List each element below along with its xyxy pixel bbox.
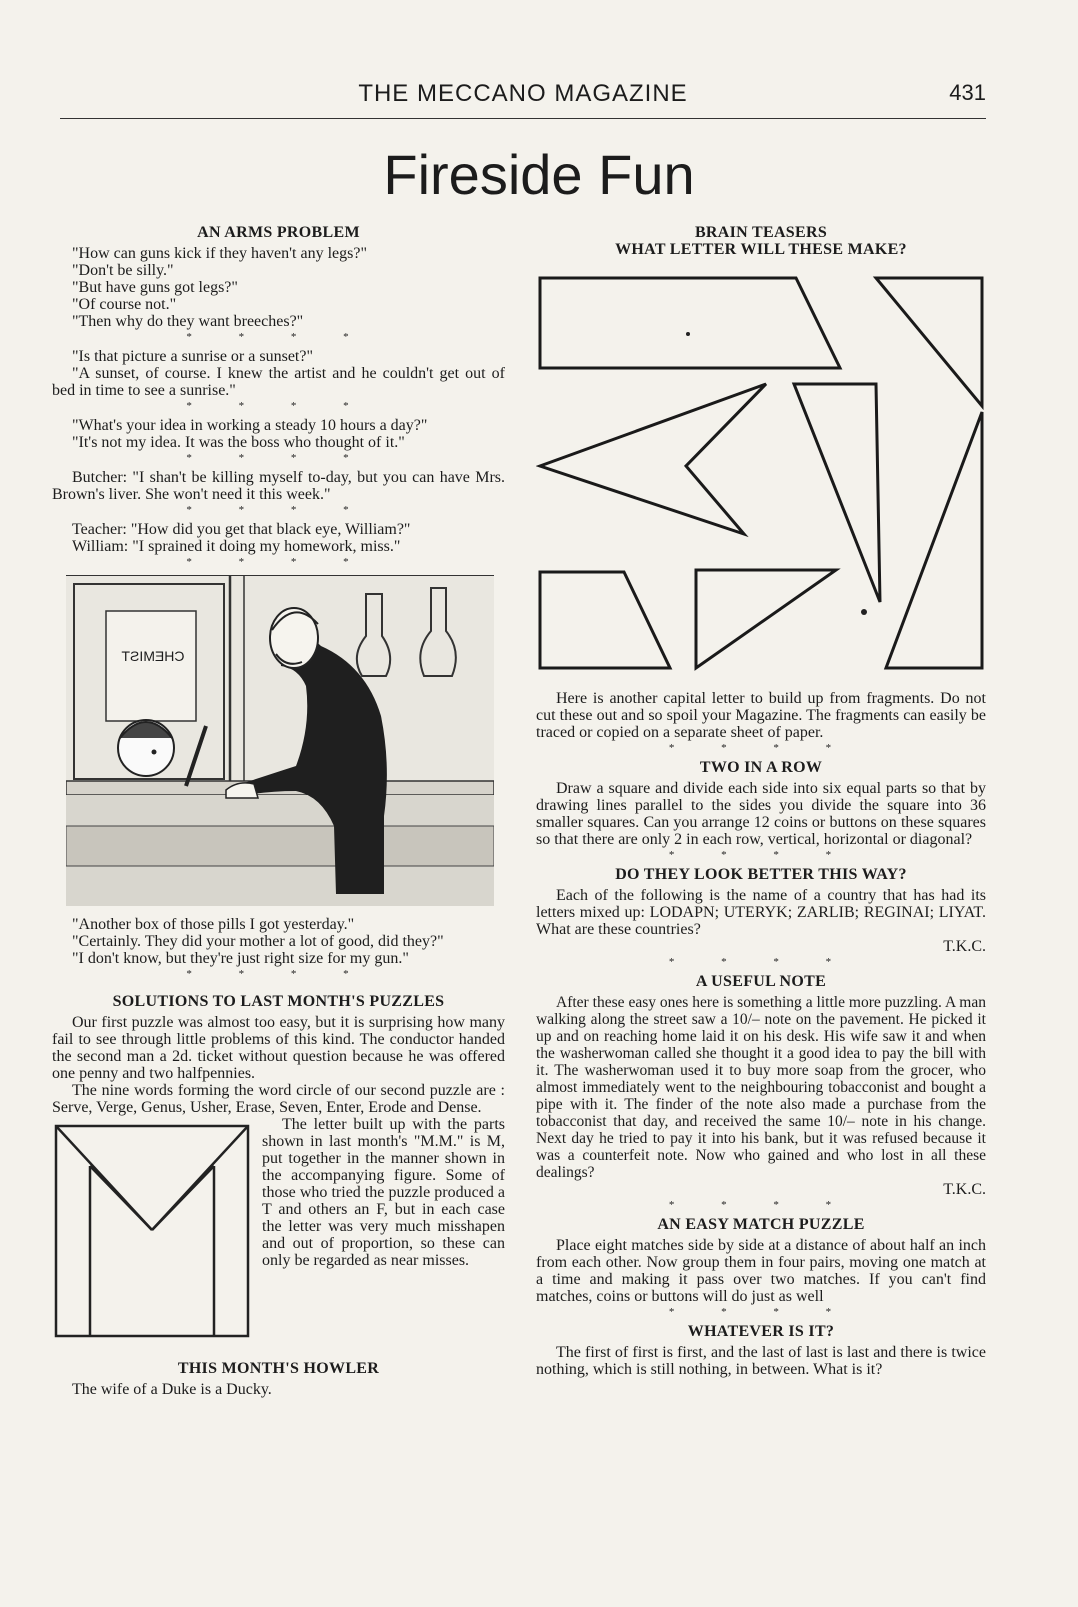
star-divider: * * * * (668, 742, 854, 754)
star-divider: * * * * (186, 452, 371, 464)
whatever-text: The first of first is first, and the last of last is last and there is twice nothing, which is still nothing, in between. What is it? (536, 1344, 986, 1378)
arms-line: "But have guns got legs?" (72, 279, 238, 296)
star-divider: * * * * (186, 968, 371, 980)
letter-m-figure (52, 1122, 252, 1340)
star-divider: * * * * (668, 849, 854, 861)
magazine-name: THE MECCANO MAGAZINE (358, 80, 688, 107)
star-divider: * * * * (668, 1306, 854, 1318)
page-number: 431 (949, 80, 986, 105)
match-puzzle-text: Place eight matches side by side at a distance of about half an inch from each other. Now group them in four pairs, moving one match at a time and making it pass over two matches. If you can't find matches, coins or buttons will do just as well (536, 1237, 986, 1305)
pills-line: "I don't know, but they're just right size for my gun." (72, 950, 409, 967)
better-way-heading: DO THEY LOOK BETTER THIS WAY? (615, 866, 907, 883)
star-divider: * * * * (186, 504, 371, 516)
solutions-para-3: The letter built up with the parts shown in last month's "M.M." is M, put together in the manner shown in the accompanying figure. Some of those who tried the puzzle produced a T and others an F, but in each case the letter was very much misshapen and out of proportion, so these can only be regarded as near misses. (262, 1116, 505, 1269)
pills-line: "Certainly. They did your mother a lot of good, did they?" (72, 933, 444, 950)
star-divider: * * * * (186, 556, 371, 568)
whatever-heading: WHATEVER IS IT? (687, 1323, 835, 1340)
butcher-joke: Butcher: "I shan't be killing myself to-day, but you can have Mrs. Brown's liver. She won't need it this week." (52, 469, 505, 503)
match-puzzle-heading: AN EASY MATCH PUZZLE (657, 1216, 865, 1233)
left-column (52, 224, 505, 1398)
better-way-text: Each of the following is the name of a country that has had its letters mixed up: LODAPN; UTERYK; ZARLIB; REGINAI; LIYAT. What are these countries? (536, 887, 986, 938)
hours-answer: "It's not my idea. It was the boss who thought of it." (72, 434, 405, 451)
arms-line: "How can guns kick if they haven't any legs?" (72, 245, 367, 262)
howler-heading: THIS MONTH'S HOWLER (177, 1360, 380, 1377)
brain-teaser-text: Here is another capital letter to build up from fragments. Do not cut these out and so spoil your Magazine. The fragments can easily be traced or copied on a separate sheet of paper. (536, 690, 986, 741)
arms-line: "Don't be silly." (72, 262, 174, 279)
better-way-signature: T.K.C. (943, 938, 986, 955)
star-divider: * * * * (668, 956, 854, 968)
howler-text: The wife of a Duke is a Ducky. (72, 1381, 272, 1398)
cartoon-illustration (66, 576, 494, 906)
useful-note-signature: T.K.C. (943, 1181, 986, 1198)
page-header (60, 78, 986, 119)
page-title: Fireside Fun (383, 143, 695, 206)
arms-heading: AN ARMS PROBLEM (197, 224, 360, 241)
william-answer: William: "I sprained it doing my homework, miss." (72, 538, 401, 555)
letter-m-diagram (52, 1122, 252, 1340)
sunrise-question: "Is that picture a sunrise or a sunset?" (72, 348, 313, 365)
teacher-question: Teacher: "How did you get that black eye, William?" (72, 521, 411, 538)
useful-note-text: After these easy ones here is something a little more puzzling. A man walking along the street saw a 10/– note on the pavement. He picked it up and on reaching home laid it on his desk. His wife saw it and when the washerwoman called she thought it a good idea to pay the bill with it. The washerwoman used it to buy more soap from the grocer, who almost immediately went to the neighbouring tobacconist and bought a pipe with it. The finder of the note also made a purchase from the tobacconist that day, and received the same 10/– note in his change. Next day he tried to pay it into his bank, but it was refused because it was a counterfeit note. Now who gained and who lost in all these dealings? (536, 994, 986, 1181)
hours-question: "What's your idea in working a steady 10 hours a day?" (72, 417, 428, 434)
what-letter-heading: WHAT LETTER WILL THESE MAKE? (615, 241, 907, 258)
solutions-para-2: The nine words forming the word circle of our second puzzle are : Serve, Verge, Genus, Usher, Erase, Seven, Enter, Erode and Dense. (52, 1082, 505, 1116)
star-divider: * * * * (186, 331, 371, 343)
solutions-para-1: Our first puzzle was almost too easy, but it is surprising how many fail to see through little problems of this kind. The conductor handed the second man a 2d. ticket without question because he was offered one penny and two halfpennies. (52, 1014, 505, 1082)
chemist-cartoon (66, 575, 494, 906)
brain-teasers-heading: BRAIN TEASERS (694, 224, 828, 241)
pills-line: "Another box of those pills I got yesterday." (72, 916, 355, 933)
letter-fragments-figure (536, 272, 986, 680)
letter-fragments-diagram (536, 272, 986, 680)
right-column (536, 224, 986, 1378)
arms-line: "Of course not." (72, 296, 177, 313)
solutions-heading: SOLUTIONS TO LAST MONTH'S PUZZLES (112, 993, 445, 1010)
two-in-row-heading: TWO IN A ROW (699, 759, 823, 776)
useful-note-heading: A USEFUL NOTE (695, 973, 827, 990)
arms-line: "Then why do they want breeches?" (72, 313, 304, 330)
chemist-sign: CHEMIST (121, 648, 185, 664)
two-in-row-text: Draw a square and divide each side into six equal parts so that by drawing lines parallel to the sides you divide the square into 36 smaller squares. Can you arrange 12 coins or buttons on these squares so that there are only 2 in each row, vertical, horizontal or diagonal? (536, 780, 986, 848)
sunrise-answer: "A sunset, of course. I knew the artist and he couldn't get out of bed in time to see a sunrise." (52, 365, 505, 399)
star-divider: * * * * (668, 1199, 854, 1211)
star-divider: * * * * (186, 400, 371, 412)
